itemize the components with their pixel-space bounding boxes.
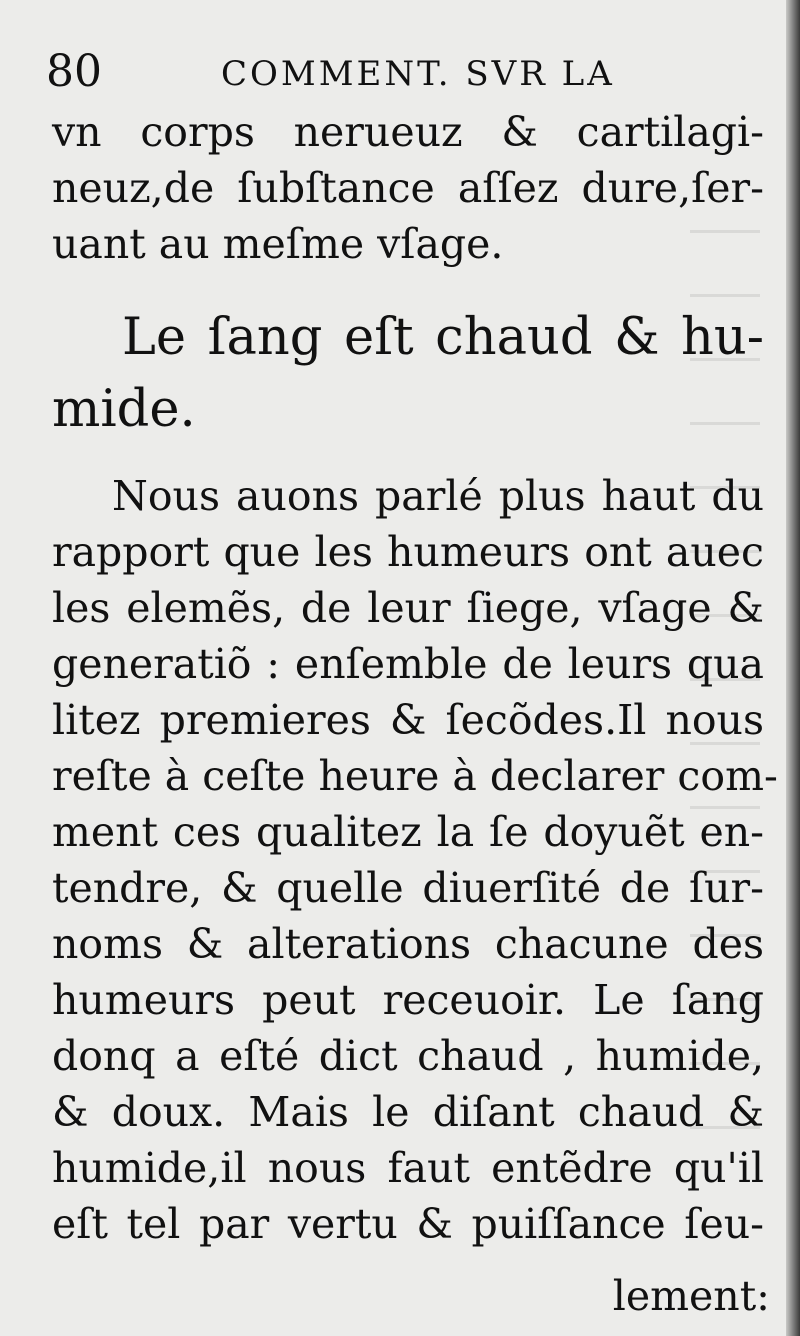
- text-line: noms & alterations chacune des: [52, 920, 764, 968]
- text-line: eſt tel par vertu & puiſſance ſeu-: [52, 1200, 764, 1248]
- text-line: humide,il nous faut entẽdre qu'il: [52, 1144, 764, 1192]
- text-line: litez premieres & ſecõdes.Il nous: [52, 696, 764, 744]
- page-number: 80: [46, 46, 102, 97]
- text-line: Nous auons parlé plus haut du: [112, 472, 764, 520]
- body-text: [52, 104, 778, 1252]
- text-line: donq a eſté dict chaud , humide,: [52, 1032, 764, 1080]
- heading-line: mide.: [52, 380, 196, 439]
- text-line: generatiõ : enſemble de leurs qua: [52, 640, 764, 688]
- section-heading: [52, 302, 764, 446]
- paragraph: [52, 468, 778, 1252]
- text-line: humeurs peut receuoir. Le ſang: [52, 976, 764, 1024]
- text-line: neuz,de ſubſtance aſſez dure,ſer-: [52, 164, 764, 212]
- text-line: & doux. Mais le diſant chaud &: [52, 1088, 764, 1136]
- running-head: COMMENT. SVR LA: [221, 54, 615, 94]
- text-line: ment ces qualitez la ſe doyuẽt en-: [52, 808, 764, 856]
- continuation-block: [52, 104, 764, 272]
- text-line: rapport que les humeurs ont auec: [52, 528, 764, 576]
- text-line: uant au meſme vſage.: [52, 220, 504, 268]
- text-line: vn corps nerueuz & cartilagi-: [52, 108, 764, 156]
- text-line: les elemẽs, de leur ſiege, vſage &: [52, 584, 764, 632]
- page-header: [46, 48, 760, 96]
- catchword: lement:: [612, 1272, 770, 1320]
- text-line: tendre, & quelle diuerſité de ſur-: [52, 864, 764, 912]
- heading-line: Le ſang eſt chaud & hu-: [122, 308, 764, 367]
- text-line: reſte à ceſte heure à declarer com-: [52, 752, 778, 800]
